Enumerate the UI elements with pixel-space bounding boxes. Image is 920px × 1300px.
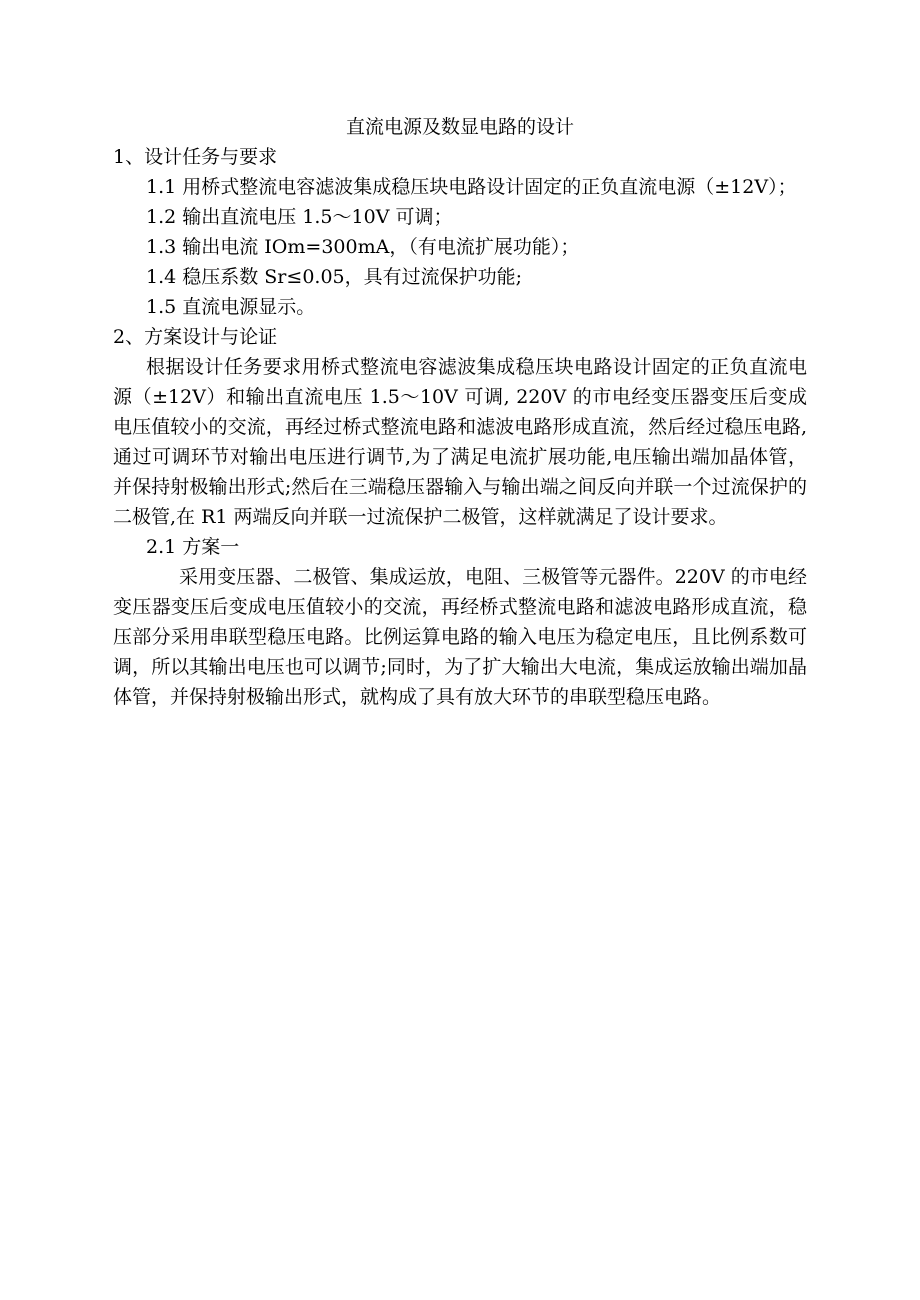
document-title: 直流电源及数显电路的设计 bbox=[345, 116, 574, 138]
requirement-item: 1.1 用桥式整流电容滤波集成稳压块电路设计固定的正负直流电源（±12V）； bbox=[146, 176, 797, 198]
requirement-item: 1.5 直流电源显示。 bbox=[146, 296, 316, 318]
section-1-heading: 1、设计任务与要求 bbox=[113, 146, 278, 168]
requirement-item: 1.4 稳压系数 Sr≤0.05，具有过流保护功能; bbox=[146, 266, 523, 288]
document-body bbox=[113, 112, 807, 712]
section-2-heading: 2、方案设计与论证 bbox=[113, 326, 278, 348]
requirement-item: 1.3 输出电流 IOm=300mA，（有电流扩展功能）； bbox=[146, 236, 580, 258]
subsection-2-1-paragraph: 采用变压器、二极管、集成运放，电阻、三极管等元器件。220V 的市电经变压器变压后变成电压值较小的交流，再经桥式整流电路和滤波电路形成直流，稳压部分采用串联型稳压电路。比例运算电路的输入电压为稳定电压，且比例系数可调，所以其输出电压也可以调节;同时，为了扩大输出大电流，集成运放输出端加晶体管，并保持射极输出形式，就构成了具有放大环节的串联型稳压电路。 bbox=[113, 566, 807, 708]
requirement-item: 1.2 输出直流电压 1.5～10V 可调； bbox=[146, 206, 453, 228]
subsection-2-1-heading: 2.1 方案一 bbox=[146, 536, 240, 558]
section-2-paragraph: 根据设计任务要求用桥式整流电容滤波集成稳压块电路设计固定的正负直流电源（±12V）和输出直流电压 1.5～10V 可调, 220V 的市电经变压器变压后变成电压值较小的交流，再经过桥式整流电路和滤波电路形成直流，然后经过稳压电路,通过可调环节对输出电压进行调节,为了满足电流扩展功能,电压输出端加晶体管，并保持射极输出形式;然后在三端稳压器输入与输出端之间反向并联一个过流保护的二极管,在 R1 两端反向并联一过流保护二极管，这样就满足了设计要求。 bbox=[113, 356, 807, 528]
